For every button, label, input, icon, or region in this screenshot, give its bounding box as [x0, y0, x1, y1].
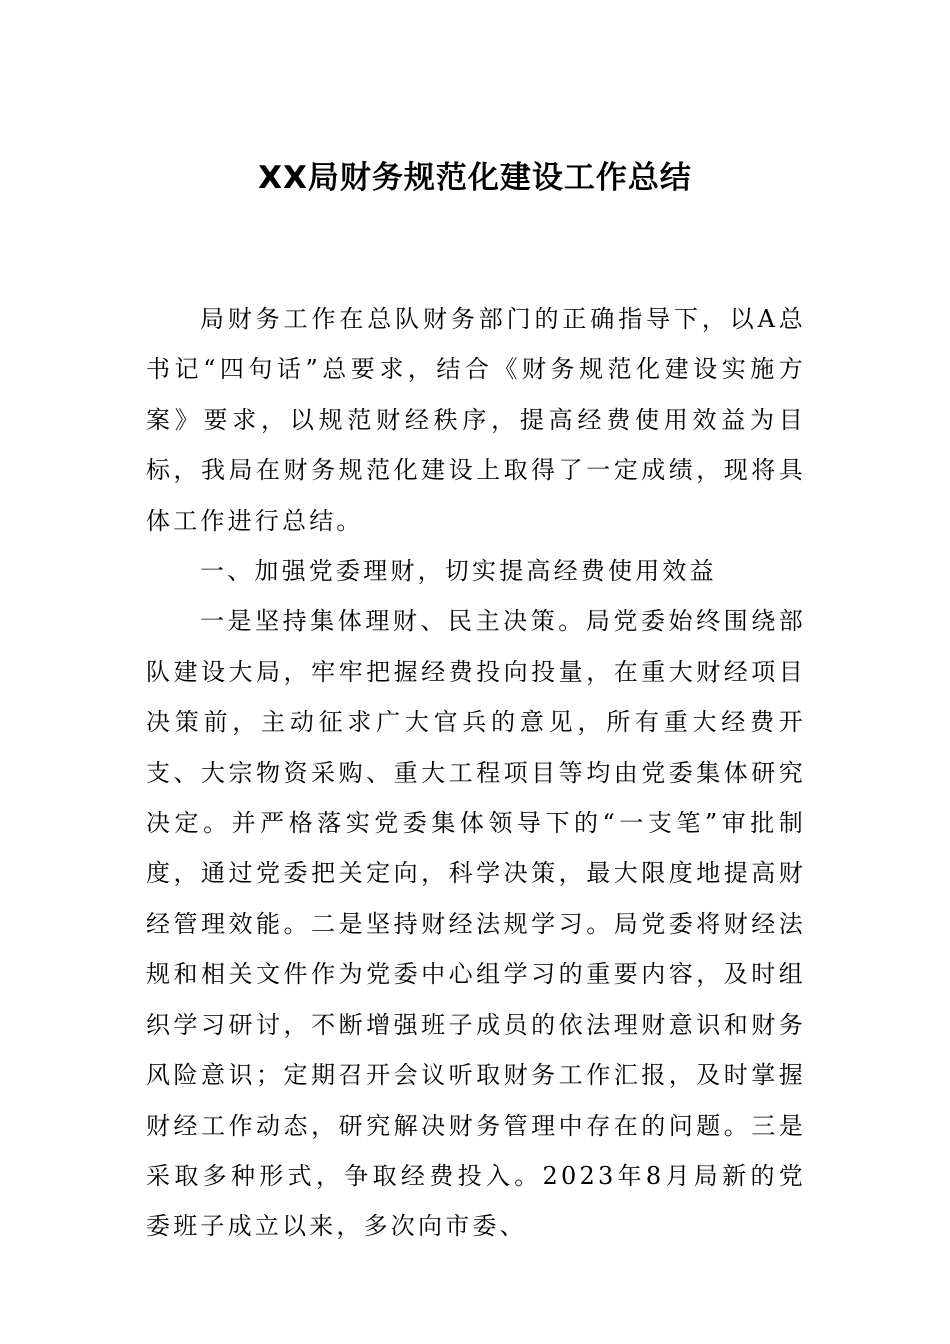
document-title: XX局财务规范化建设工作总结	[258, 160, 692, 196]
section-heading: 一、加强党委理财，切实提高经费使用效益	[200, 557, 717, 586]
body-paragraph: 一是坚持集体理财、民主决策。局党委始终围绕部队建设大局，牢牢把握经费投向投量，在重大财经项目决策前，主动征求广大官兵的意见，所有重大经费开支、大宗物资采购、重大工程项目等均由党委集体研究决定。并严格落实党委集体领导下的“一支笔”审批制度，通过党委把关定向，科学决策，最大限度地提高财经管理效能。二是坚持财经法规学习。局党委将财经法规和相关文件作为党委中心组学习的重要内容，及时组织学习研讨，不断增强班子成员的依法理财意识和财务风险意识；定期召开会议听取财务工作汇报，及时掌握财经工作动态，研究解决财务管理中存在的问题。三是采取多种形式，争取经费投入。2023年8月局新的党委班子成立以来，多次向市委、	[146, 607, 806, 1241]
document-body	[146, 294, 806, 1252]
intro-paragraph: 局财务工作在总队财务部门的正确指导下，以A总书记“四句话”总要求，结合《财务规范化建设实施方案》要求，以规范财经秩序，提高经费使用效益为目标，我局在财务规范化建设上取得了一定成绩，现将具体工作进行总结。	[146, 305, 806, 535]
